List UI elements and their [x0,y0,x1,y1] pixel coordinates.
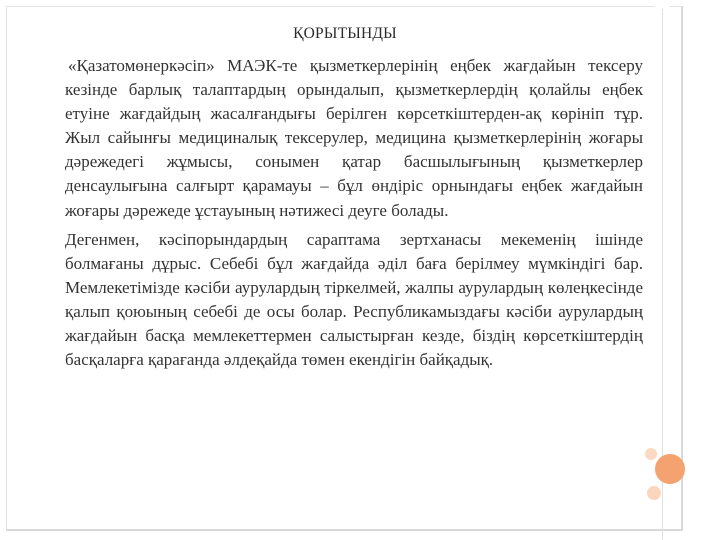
slide-title: ҚОРЫТЫНДЫ [293,25,397,42]
decorative-circle-large [655,454,685,484]
slide-body [65,54,643,372]
decorative-circle-small-top [645,448,657,460]
decorative-circle-small-bottom [647,486,661,500]
frame-corner-gap [655,0,670,9]
paragraph-conclusion-2: Дегенмен, кәсіпорындардың сараптама зертханасы мекеменің ішінде болмағаны дұрыс. Себебі бұл жағдайда әділ баға берілмеу мүмкіндігі бар. Мемлекетімізде кәсіби аурулардың тіркелмей, жалпы аурулардың көлеңкесінде қалып қоюының себебі де осы болар. Республикамыздағы кәсіби аурулардың жағдайын басқа мемлекеттермен салыстырған кезде, біздің көрсеткіштердің басқаларға қарағанда әлдеқайда төмен екендігін байқадық. [65,229,643,370]
paragraph-conclusion-1: «Қазатомөнеркәсіп» МАЭК-те қызметкерлерінің еңбек жағдайын тексеру кезінде барлық талаптардың орындалып, қызметкерлердің қолайлы еңбек етуіне жағдайдың жасалғандығы берілген көрсеткіштерден-ақ көрініп тұр. Жыл сайынғы медициналық тексерулер, медицина қызметкерлерінің жоғары дәрежедегі жұмысы, сонымен қатар басшылығының қызметкерлер денсаулығына салғырт қарамауы – бұл өндіріс орнындағы еңбек жағдайын жоғары дәрежеде ұстауының нәтижесі деуге болады. [65,56,643,220]
